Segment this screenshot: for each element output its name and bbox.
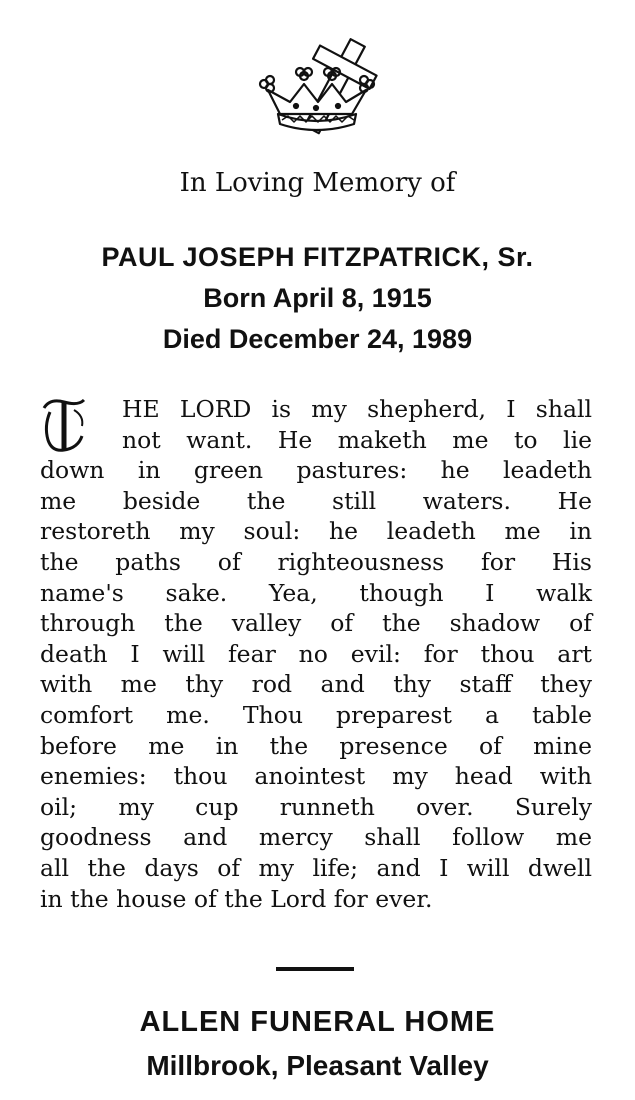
intro-heading: In Loving Memory of — [179, 168, 456, 198]
psalm-line: down in green pastures: he leadeth — [40, 456, 592, 485]
psalm-line: HE LORD is my shepherd, I shall — [122, 395, 592, 423]
psalm-line: the paths of righteousness for His — [40, 547, 592, 576]
psalm-line: before me in the presence of mine — [40, 731, 592, 760]
psalm-line: comfort me. Thou preparest a table — [40, 700, 592, 729]
psalm-line: name's sake. Yea, though I walk — [40, 578, 592, 607]
birth-date: Born April 8, 1915 — [203, 283, 432, 313]
death-date: Died December 24, 1989 — [162, 324, 473, 354]
psalm-line: not want. He maketh me to lie — [122, 425, 592, 454]
psalm-line: goodness and mercy shall follow me — [40, 823, 592, 852]
psalm-line: restoreth my soul: he leadeth me in — [40, 517, 592, 546]
cross-and-crown-icon — [250, 32, 386, 140]
divider-rule — [276, 967, 354, 971]
psalm-line: through the valley of the shadow of — [40, 609, 592, 638]
deceased-name: PAUL JOSEPH FITZPATRICK, Sr. — [101, 242, 534, 272]
psalm-line: death I will fear no evil: for thou art — [40, 639, 592, 668]
funeral-home-location: Millbrook, Pleasant Valley — [146, 1050, 489, 1081]
psalm-line: enemies: thou anointest my head with — [40, 762, 592, 791]
psalm-text — [40, 394, 592, 914]
psalm-line: me beside the still waters. He — [40, 486, 592, 515]
psalm-line: all the days of my life; and I will dwell — [40, 853, 592, 882]
psalm-line: oil; my cup runneth over. Surely — [40, 792, 592, 821]
funeral-home-name: ALLEN FUNERAL HOME — [139, 1006, 496, 1038]
psalm-line: in the house of the Lord for ever. — [40, 884, 433, 913]
deceased-info — [0, 236, 635, 360]
psalm-line: with me thy rod and thy staff they — [40, 670, 592, 699]
